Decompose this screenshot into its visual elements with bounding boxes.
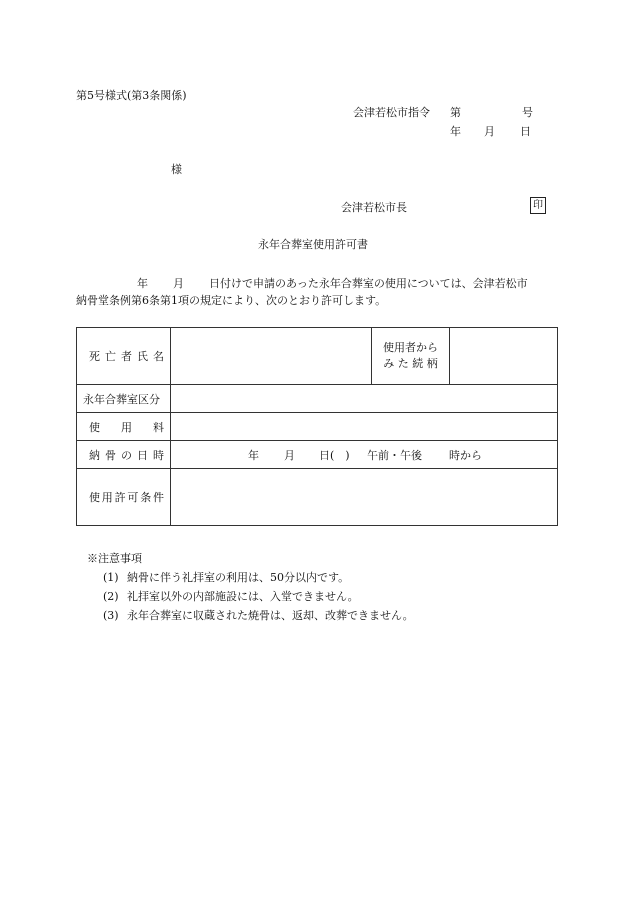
note-text: 納骨に伴う礼拝室の利用は、50分以内です。 [127, 571, 350, 584]
note-item [87, 568, 414, 587]
notes-section [87, 549, 414, 625]
issuer-label: 会津若松市指令 [353, 106, 430, 119]
date-year: 年 [450, 125, 461, 138]
note-number: (3) [103, 609, 119, 622]
interment-datetime-field[interactable] [171, 441, 558, 469]
body-text-line1: 日付けで申請のあった永年合葬室の使用については、会津若松市 [209, 277, 528, 290]
notes-heading: ※注意事項 [87, 552, 142, 565]
deceased-name-label: 死 亡 者 氏 名 [77, 328, 171, 385]
recipient-honorific: 様 [171, 163, 182, 176]
permit-conditions-label: 使 用 許 可 条 件 [77, 469, 171, 526]
interment-ampm: 午前・午後 [367, 449, 422, 462]
date-month: 月 [484, 125, 495, 138]
body-month: 月 [173, 277, 184, 290]
permit-table [76, 327, 558, 526]
note-text: 礼拝室以外の内部施設には、入堂できません。 [127, 590, 359, 603]
number-dai: 第 [450, 106, 461, 119]
category-field[interactable] [171, 385, 558, 413]
note-item [87, 606, 414, 625]
note-item [87, 587, 414, 606]
interment-month: 月 [284, 449, 295, 462]
category-label: 永年合葬室区分 [77, 385, 171, 413]
mayor-title: 会津若松市長 [341, 201, 407, 214]
deceased-name-field[interactable] [171, 328, 372, 385]
interment-from: 時から [449, 449, 482, 462]
interment-year: 年 [248, 449, 259, 462]
note-number: (1) [103, 571, 119, 584]
relation-field[interactable] [450, 328, 558, 385]
interment-day: 日( ) [319, 449, 350, 462]
body-year: 年 [137, 277, 148, 290]
permit-conditions-field[interactable] [171, 469, 558, 526]
fee-label: 使 用 料 [77, 413, 171, 441]
form-number: 第5号様式(第3条関係) [76, 89, 187, 102]
document-title: 永年合葬室使用許可書 [258, 238, 368, 251]
interment-datetime-label: 納 骨 の 日 時 [77, 441, 171, 469]
note-number: (2) [103, 590, 119, 603]
fee-field[interactable] [171, 413, 558, 441]
note-text: 永年合葬室に収蔵された焼骨は、返却、改葬できません。 [127, 609, 414, 622]
date-day: 日 [520, 125, 531, 138]
number-go: 号 [522, 106, 533, 119]
seal-stamp: 印 [530, 197, 546, 214]
body-text-line2: 納骨堂条例第6条第1項の規定により、次のとおり許可します。 [76, 294, 387, 307]
relation-label: 使用者から み た 続 柄 [372, 328, 450, 385]
